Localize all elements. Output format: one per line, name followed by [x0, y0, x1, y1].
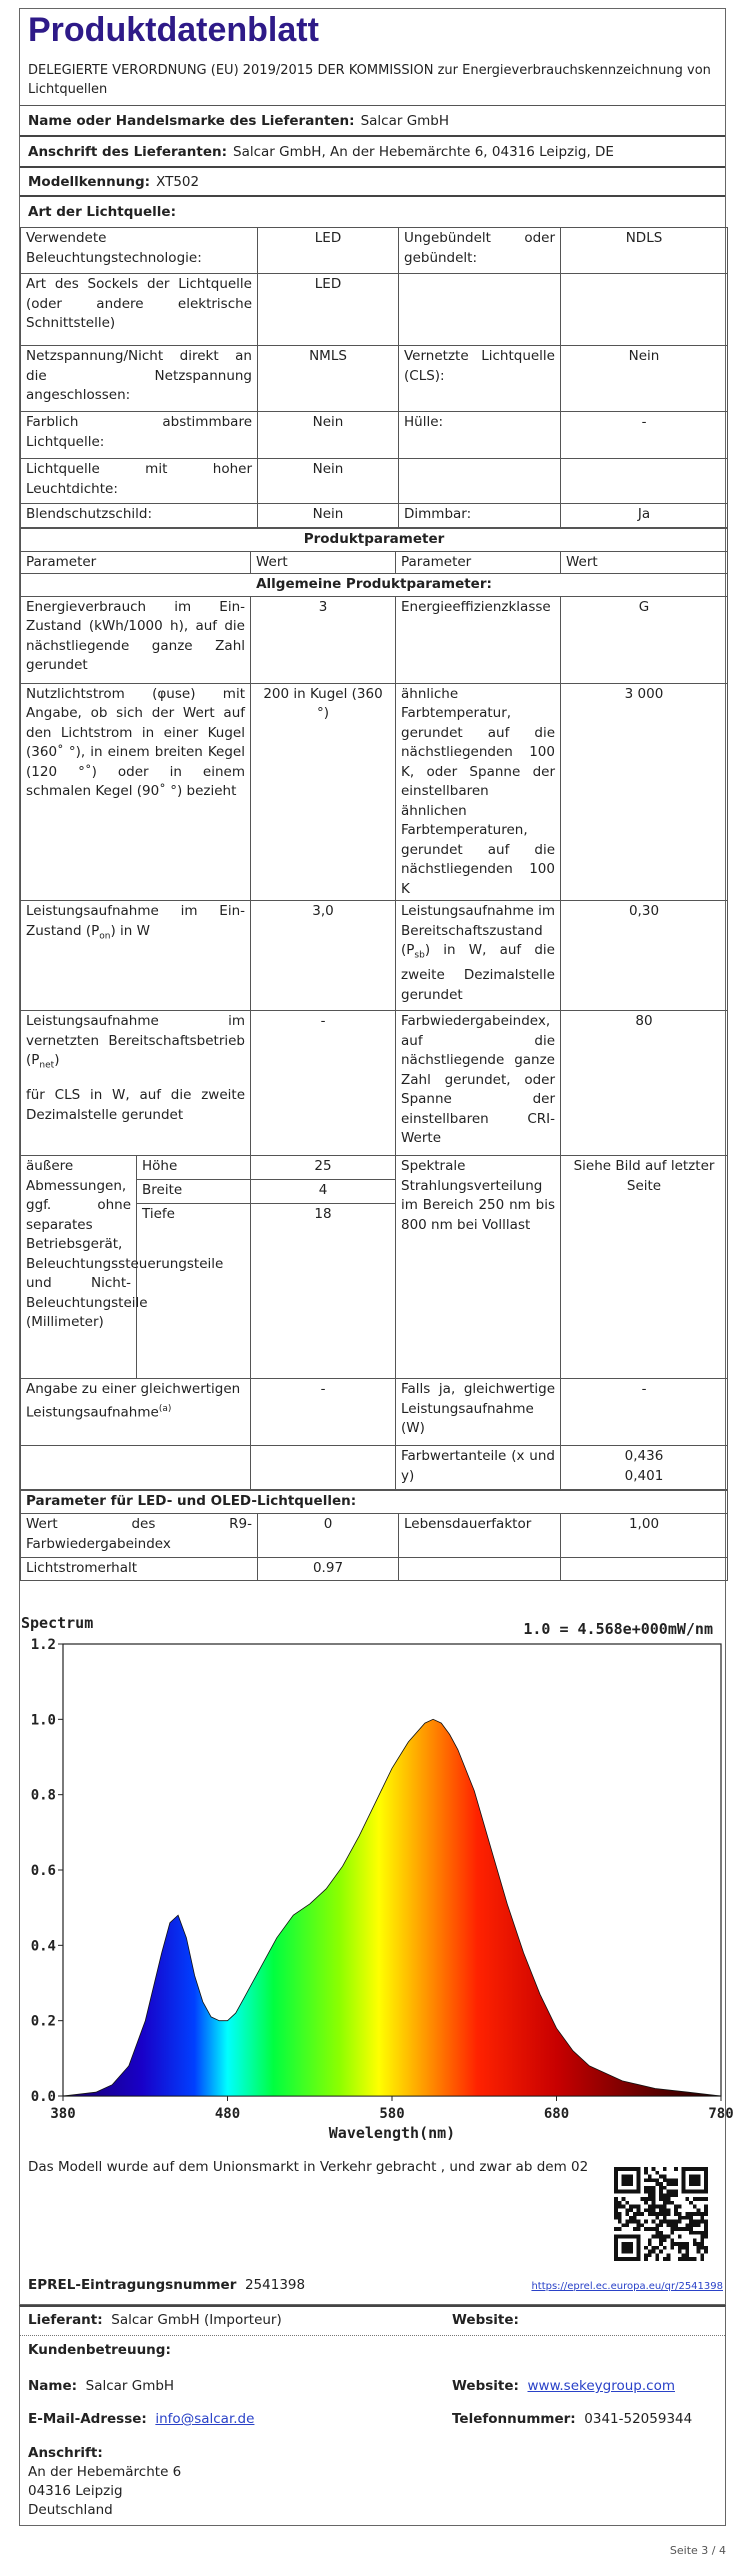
eprel-value: 2541398 [244, 2277, 306, 2293]
energy-class-value: G [561, 596, 728, 683]
light-source-table [20, 227, 728, 528]
tech-label: Verwendete Beleuchtungstechnologie: [21, 228, 258, 274]
equivalent-power-value: - [251, 1379, 396, 1446]
energy-consumption-label: Energieverbrauch im Ein-Zustand (kWh/1000 h), auf die nächstliegende ganze Zahl gerundet [21, 596, 251, 683]
x-tick-label: 380 [50, 2106, 76, 2122]
y-tick-label: 0.2 [30, 2013, 56, 2030]
phone-row [452, 2411, 692, 2427]
eprel-link[interactable]: https://eprel.ec.europa.eu/qr/2541398 [531, 2281, 723, 2292]
psb-label [396, 901, 561, 1011]
pnet-label-text-3: für CLS in W, auf die zweite Dezimalstelle gerundet [26, 1087, 245, 1123]
empty-cell [561, 274, 728, 346]
qr-code-icon [614, 2167, 708, 2261]
contact-section [19, 2305, 726, 2526]
supplier-address-value: Salcar GmbH, An der Hebemärchte 6, 04316 Leipzig, DE [233, 143, 614, 160]
y-tick-label: 0.8 [30, 1787, 56, 1804]
regulation-text: DELEGIERTE VERORDNUNG (EU) 2019/2015 DER KOMMISSION zur Energieverbrauchskennzeichnung von Lichtquellen [28, 63, 711, 97]
table-row [21, 504, 728, 528]
equivalent-power-w-value: - [561, 1379, 728, 1446]
chromaticity-value [561, 1446, 728, 1490]
table-row [21, 1011, 728, 1156]
table-row [21, 901, 728, 1011]
high-luminance-value: Nein [258, 459, 399, 504]
lifetime-factor-label: Lebensdauerfaktor [399, 1514, 561, 1558]
contact-name-value: Salcar GmbH [85, 2378, 175, 2394]
email-link[interactable]: info@salcar.de [155, 2411, 255, 2427]
y-tick-label: 1.0 [30, 1712, 56, 1729]
col-header-param-2: Parameter [396, 551, 561, 574]
table-row [21, 551, 728, 574]
pon-label [21, 901, 251, 1011]
energy-consumption-value: 3 [251, 596, 396, 683]
pon-label-text: Leistungsaufnahme im Ein-Zustand (P [26, 903, 245, 939]
table-row [21, 274, 728, 346]
pon-label-text-2: ) in W [110, 922, 150, 939]
cls-label: Vernetzte Lichtquelle (CLS): [399, 346, 561, 412]
pnet-label-sub: net [39, 1060, 55, 1071]
tunable-value: Nein [258, 412, 399, 459]
pnet-value: - [251, 1011, 396, 1156]
equivalent-power-w-label: Falls ja, gleichwertige Leistungsaufnahme (W) [396, 1379, 561, 1446]
website-row [452, 2312, 519, 2328]
empty-cell [21, 1446, 251, 1490]
table-row [21, 574, 728, 597]
x-tick-label: 480 [214, 2106, 241, 2122]
model-value: XT502 [156, 173, 200, 190]
cri-value: 80 [561, 1011, 728, 1156]
cct-label: ähnliche Farbtemperatur, gerundet auf die nächstliegenden 100 K, oder Spanne der einstellbaren ähnlichen Farbtemperaturen, gerundet auf die nächstliegenden 100 K [396, 683, 561, 901]
table-row [21, 1446, 728, 1490]
empty-cell [399, 274, 561, 346]
contact-name-label: Name: [28, 2378, 78, 2394]
socket-value: LED [258, 274, 399, 346]
height-label: Höhe [137, 1156, 251, 1180]
x-tick-label: 680 [543, 2106, 570, 2122]
empty-cell [399, 1558, 561, 1581]
table-row [21, 1491, 728, 1514]
contact-supplier-value: Salcar GmbH (Importeur) [111, 2312, 282, 2328]
dimmable-value: Ja [561, 504, 728, 528]
light-source-heading: Art der Lichtquelle: [28, 204, 176, 220]
led-params-heading: Parameter für LED- und OLED-Lichtquellen: [21, 1491, 728, 1514]
psb-value: 0,30 [561, 901, 728, 1011]
socket-label: Art des Sockels der Lichtquelle (oder andere elektrische Schnittstelle) [21, 274, 258, 346]
pnet-label-text: Leistungsaufnahme im vernetzten Bereitschaftsbetrieb (P [26, 1013, 245, 1068]
cct-value: 3 000 [561, 683, 728, 901]
directional-label: Ungebündelt oder gebündelt: [399, 228, 561, 274]
lifetime-factor-value: 1,00 [561, 1514, 728, 1558]
dimmable-label: Dimmbar: [399, 504, 561, 528]
chromaticity-x: 0,436 [624, 1448, 664, 1464]
psb-label-sub: sb [414, 950, 425, 961]
page-number: Seite 3 / 4 [669, 2544, 726, 2557]
col-header-value: Wert [251, 551, 396, 574]
table-row [21, 346, 728, 412]
empty-cell [561, 459, 728, 504]
spectral-distribution-label: Spektrale Strahlungsverteilung im Bereich 250 nm bis 800 nm bei Volllast [396, 1156, 561, 1379]
supplier-name-value: Salcar GmbH [360, 112, 450, 129]
y-tick-label: 0.6 [30, 1863, 56, 1879]
table-row [21, 1156, 728, 1180]
supplier-address-label: Anschrift des Lieferanten: [28, 143, 227, 160]
model-row [20, 166, 725, 195]
cls-value: Nein [561, 346, 728, 412]
supplier-address-row [20, 135, 725, 166]
supplier-name-label: Name oder Handelsmarke des Lieferanten: [28, 112, 355, 129]
directional-value: NDLS [561, 228, 728, 274]
light-source-heading-row [20, 195, 725, 227]
table-row [21, 1558, 728, 1581]
address-block [28, 2444, 181, 2520]
address-line: 04316 Leipzig [28, 2483, 123, 2499]
supplier-row [28, 2312, 282, 2328]
tunable-label: Farblich abstimmbare Lichtquelle: [21, 412, 258, 459]
eprel-label: EPREL-Eintragungsnummer [28, 2277, 237, 2293]
spectrum-chart [21, 1604, 734, 2144]
psb-label-text-2: ) in W, auf die zweite Dezimalstelle gerundet [401, 942, 555, 1003]
contact-website2-label: Website: [452, 2378, 519, 2394]
x-tick-label: 780 [708, 2106, 734, 2122]
equivalent-power-label [21, 1379, 251, 1446]
col-header-value-2: Wert [561, 551, 728, 574]
pon-value: 3,0 [251, 901, 396, 1011]
antiglare-label: Blendschutzschild: [21, 504, 258, 528]
depth-value: 18 [251, 1204, 396, 1379]
envelope-value: - [561, 412, 728, 459]
height-value: 25 [251, 1156, 396, 1180]
table-row [21, 683, 728, 901]
chart-annotation: 1.0 = 4.568e+000mW/nm [523, 1620, 713, 1638]
website2-row [452, 2378, 675, 2394]
depth-label: Tiefe [137, 1204, 251, 1379]
service-heading-text: Kundenbetreuung: [28, 2342, 171, 2358]
table-row [21, 412, 728, 459]
cri-label: Farbwiedergabeindex, auf die nächstliegende ganze Zahl gerundet, oder Spanne der einstellbaren CRI-Werte [396, 1011, 561, 1156]
product-params-heading: Produktparameter [21, 529, 728, 552]
empty-cell [399, 459, 561, 504]
contact-address-label: Anschrift: [28, 2445, 103, 2461]
address-line: An der Hebemärchte 6 [28, 2464, 182, 2480]
width-label: Breite [137, 1180, 251, 1204]
table-row [21, 1379, 728, 1446]
contact-supplier-label: Lieferant: [28, 2312, 103, 2328]
r9-label: Wert des R9-Farbwiedergabeindex [21, 1514, 258, 1558]
contact-phone-value: 0341-52059344 [584, 2411, 693, 2427]
lumen-maintenance-value: 0.97 [258, 1558, 399, 1581]
address-line: Deutschland [28, 2502, 113, 2518]
chromaticity-y: 0,401 [624, 1467, 664, 1484]
mains-value: NMLS [258, 346, 399, 412]
table-row [21, 228, 728, 274]
empty-cell [251, 1446, 396, 1490]
name-row [28, 2378, 174, 2394]
width-value: 4 [251, 1180, 396, 1204]
led-parameters-table [20, 1490, 728, 1581]
lumen-maintenance-label: Lichtstromerhalt [21, 1558, 258, 1581]
x-axis-label: Wavelength(nm) [328, 2124, 456, 2142]
antiglare-value: Nein [258, 504, 399, 528]
r9-value: 0 [258, 1514, 399, 1558]
email-row [28, 2411, 254, 2427]
dimensions-label: äußere Abmessungen, ggf. ohne separates Betriebsgerät, Beleuchtungssteuerungsteile und Nicht-Beleuchtungsteile (Millimeter) [21, 1156, 137, 1379]
pon-label-sub: on [99, 931, 111, 942]
equivalent-power-sup: (a) [158, 1403, 172, 1414]
website-link[interactable]: www.sekeygroup.com [527, 2378, 675, 2394]
equivalent-power-text: Angabe zu einer gleichwertigen Leistungsaufnahme [26, 1381, 241, 1420]
table-row [21, 1514, 728, 1558]
general-params-heading: Allgemeine Produktparameter: [21, 574, 728, 597]
contact-phone-label: Telefonnummer: [452, 2411, 576, 2427]
spectral-distribution-value: Siehe Bild auf letzter Seite [561, 1156, 728, 1379]
chart-title: Spectrum [21, 1614, 94, 1632]
luminous-flux-value: 200 in Kugel (360 °) [251, 683, 396, 901]
tech-value: LED [258, 228, 399, 274]
contact-website-label: Website: [452, 2312, 519, 2328]
model-label: Modellkennung: [28, 173, 151, 190]
table-row [21, 596, 728, 683]
y-tick-label: 1.2 [30, 1637, 56, 1653]
envelope-label: Hülle: [399, 412, 561, 459]
high-luminance-label: Lichtquelle mit hoher Leuchtdichte: [21, 459, 258, 504]
luminous-flux-label: Nutzlichtstrom (φuse) mit Angabe, ob sich der Wert auf den Lichtstrom in einer Kugel (360˚ °), in einem breiten Kegel (120 °˚) oder in einem schmalen Kegel (90˚ °) bezieht [21, 683, 251, 901]
service-heading [28, 2342, 171, 2358]
market-text: Das Modell wurde auf dem Unionsmarkt in Verkehr gebracht , und zwar ab dem 02 [28, 2159, 589, 2175]
contact-email-label: E-Mail-Adresse: [28, 2411, 147, 2427]
x-tick-label: 580 [379, 2106, 405, 2122]
chromaticity-label: Farbwertanteile (x und y) [396, 1446, 561, 1490]
product-parameters-table [20, 528, 728, 1490]
empty-cell [561, 1558, 728, 1581]
pnet-label-text-2: ) [54, 1052, 60, 1068]
y-tick-label: 0.4 [30, 1938, 56, 1955]
table-row [21, 459, 728, 504]
y-tick-label: 0.0 [30, 2089, 56, 2105]
psb-label-text: Leistungsaufnahme im Bereitschaftszustand (P [401, 903, 555, 958]
market-section [19, 2143, 726, 2305]
col-header-param: Parameter [21, 551, 251, 574]
supplier-name-row [20, 105, 725, 135]
energy-class-label: Energieeffizienzklasse [396, 596, 561, 683]
pnet-label [21, 1011, 251, 1156]
mains-label: Netzspannung/Nicht direkt an die Netzspannung angeschlossen: [21, 346, 258, 412]
eprel-row [28, 2277, 305, 2293]
page-title: Produktdatenblatt [28, 11, 319, 49]
table-row [21, 529, 728, 552]
